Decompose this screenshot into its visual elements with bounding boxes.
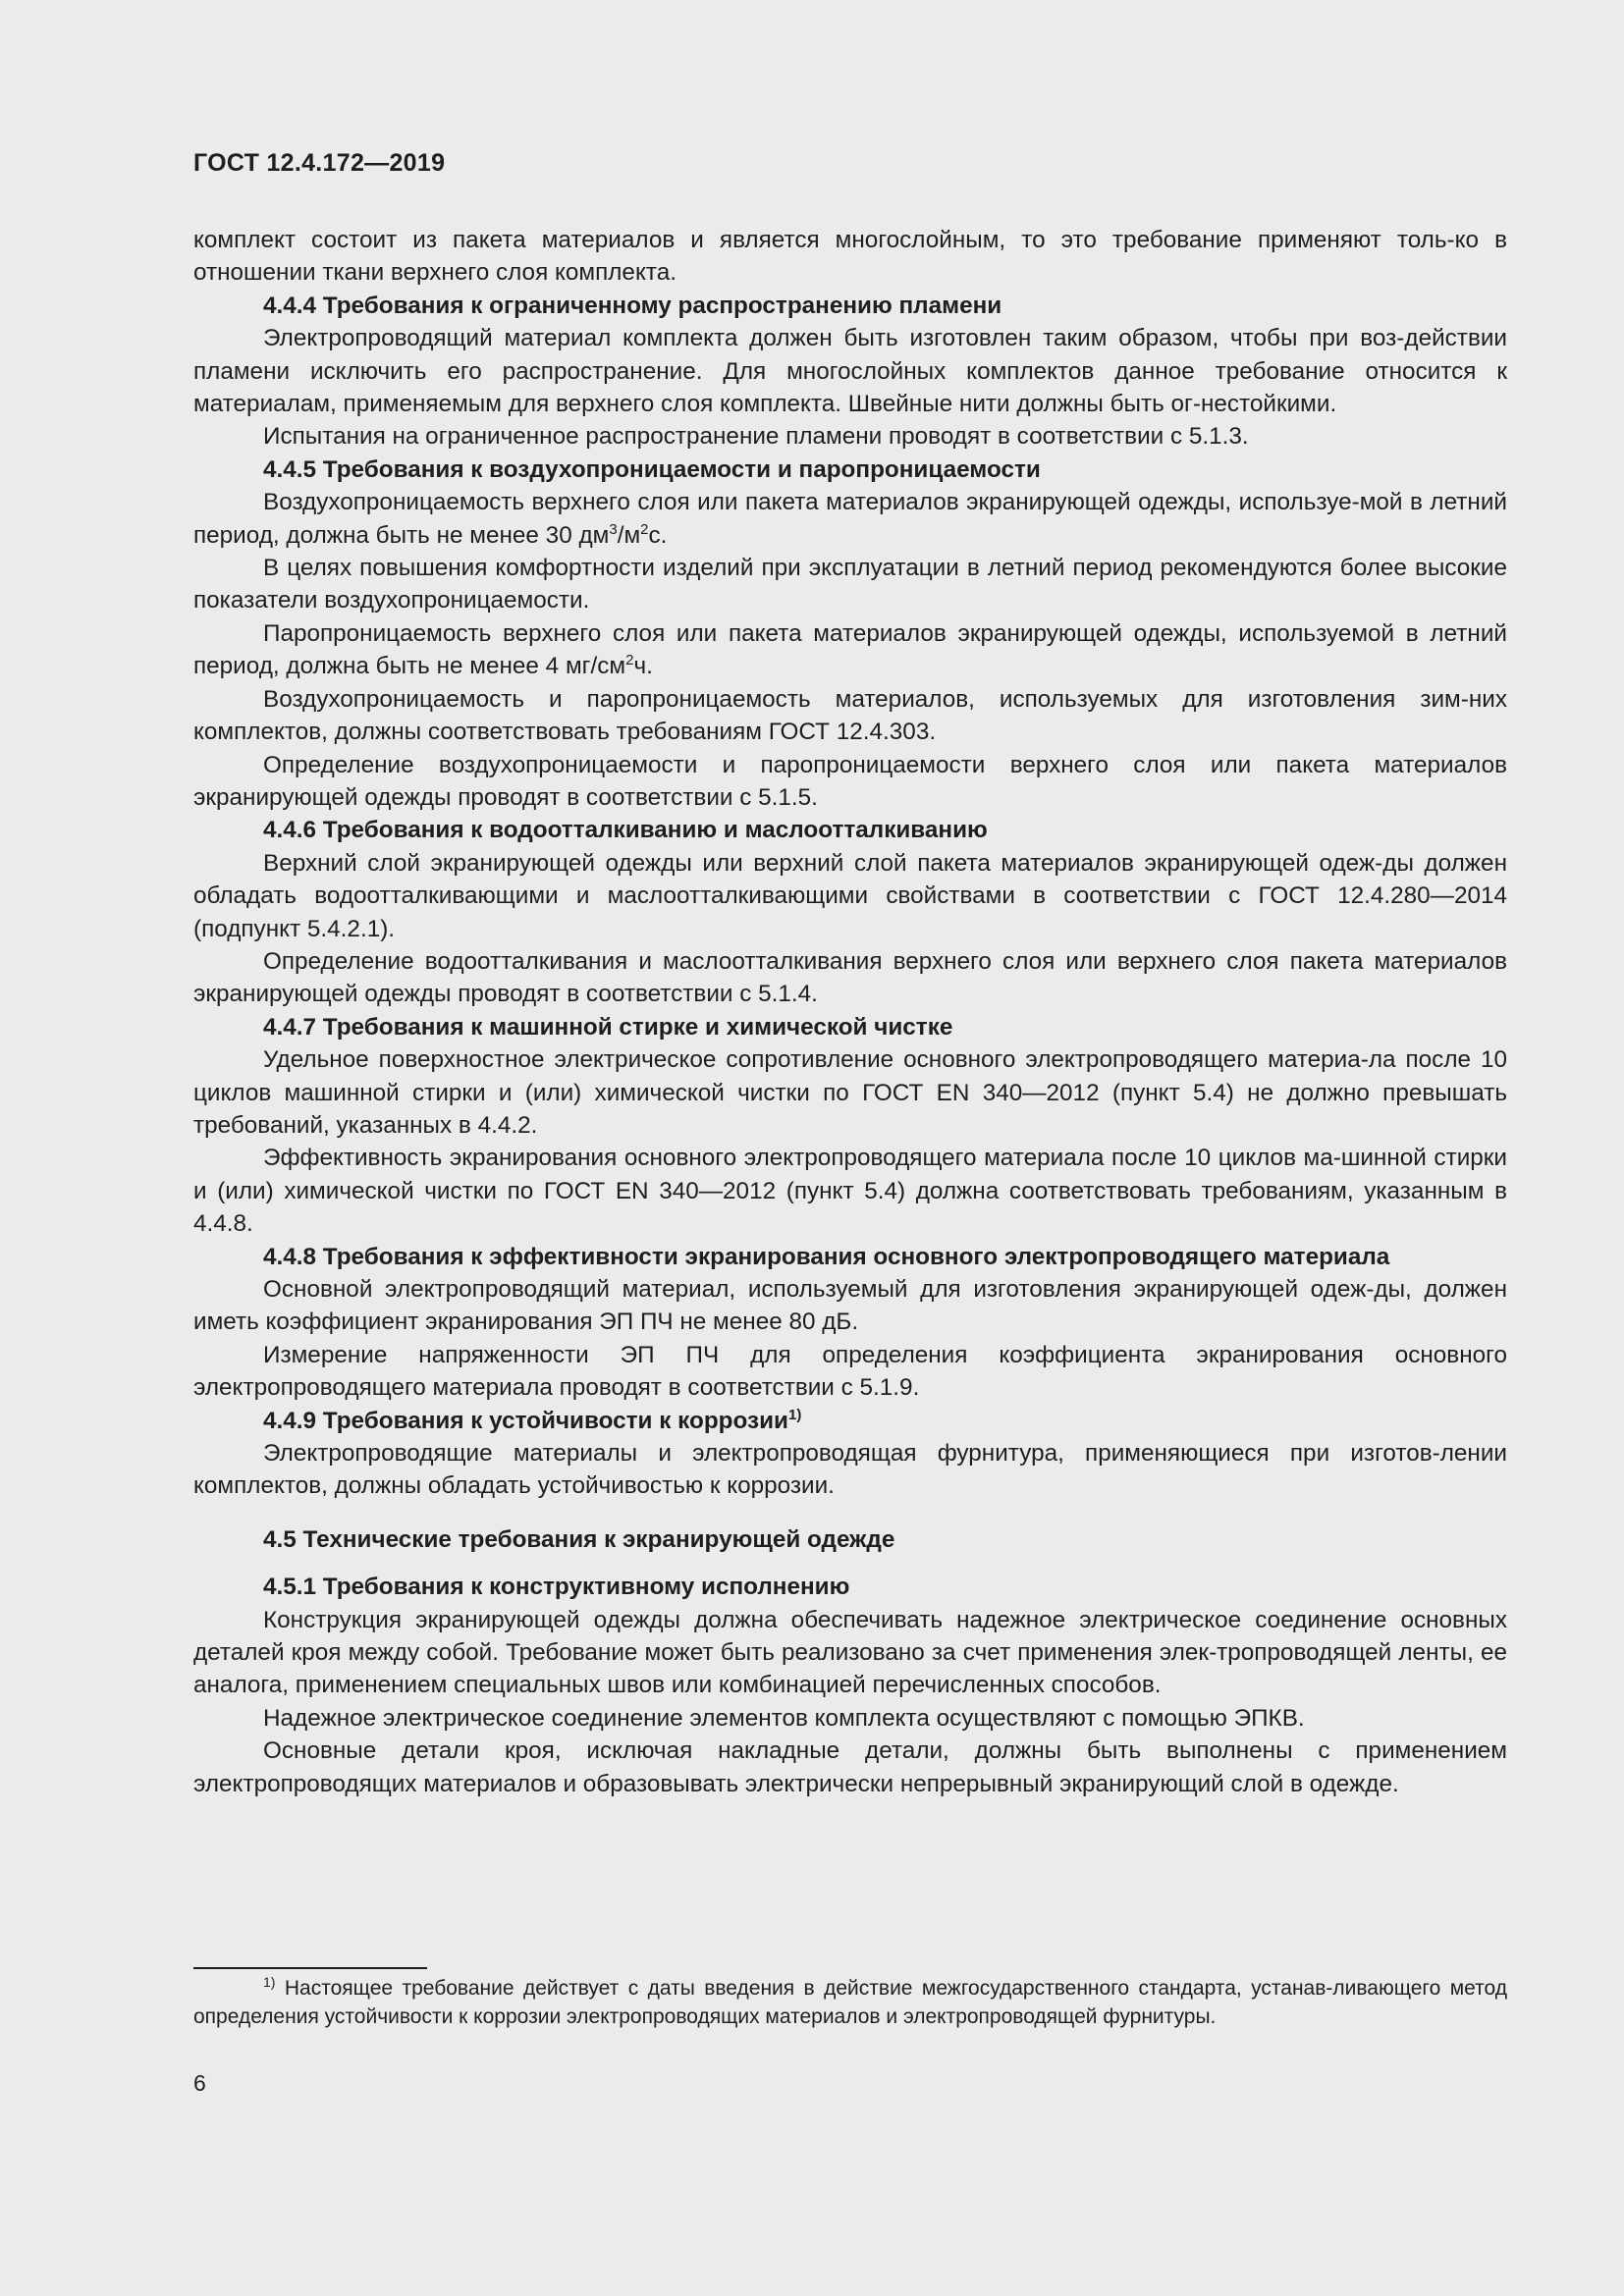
footnote-reference: 1): [787, 1406, 802, 1423]
footnote-divider: [193, 1967, 427, 1969]
footnote: [193, 1974, 1507, 2031]
paragraph: Определение водоотталкивания и маслоотталкивания верхнего слоя или верхнего слоя пакета материалов экранирующей одежды проводят в соответствии с 5.1.4.: [193, 947, 1507, 1008]
paragraph: В целях повышения комфортности изделий при эксплуатации в летний период рекомендуются более высокие показатели воздухопроницаемости.: [193, 555, 1507, 614]
paragraph: Эффективность экранирования основного электропроводящего материала после 10 циклов ма-шинной стирки и (или) химической чистки по ГОСТ EN 340—2012 (пункт 5.4) должна соответствовать требованиям, указанным в 4.4.8.: [193, 1145, 1507, 1238]
page-number: 6: [193, 2070, 206, 2096]
heading-4-4-8: 4.4.8 Требования к эффективности экранирования основного электропроводящего материала: [263, 1243, 1390, 1270]
heading-4-5: 4.5 Технические требования к экранирующей одежде: [263, 1525, 895, 1553]
paragraph: Воздухопроницаемость и паропроницаемость материалов, используемых для изготовления зим-них комплектов, должны соответствовать требованиям ГОСТ 12.4.303.: [193, 685, 1507, 746]
paragraph: Основные детали кроя, исключая накладные детали, должны быть выполнены с применением электропроводящих материалов и образовывать электрически непрерывный экранирующий слой в одежде.: [193, 1737, 1507, 1797]
heading-4-4-4: 4.4.4 Требования к ограниченному распространению пламени: [263, 292, 1002, 319]
document-header: ГОСТ 12.4.172—2019: [193, 149, 446, 177]
paragraph: Испытания на ограниченное распространение пламени проводят в соответствии с 5.1.3.: [263, 423, 1249, 451]
heading-4-4-7: 4.4.7 Требования к машинной стирке и химической чистке: [263, 1013, 953, 1041]
paragraph: Электропроводящие материалы и электропроводящая фурнитура, применяющиеся при изготов-лении комплектов, должны обладать устойчивостью к коррозии.: [193, 1440, 1507, 1500]
footnote-text: $^{1)}$ Настоящее требование действует с даты введения в действие межгосударственного стандарта, устанав-ливающего метод определения устойчивости к коррозии электропроводящих материалов и электропроводящей фурнитуры.: [193, 1974, 1507, 2028]
heading-4-4-5: 4.4.5 Требования к воздухопроницаемости и паропроницаемости: [263, 455, 1041, 483]
paragraph: Измерение напряженности ЭП ПЧ для определения коэффициента экранирования основного электропроводящего материала проводят в соответствии с 5.1.9.: [193, 1341, 1507, 1402]
paragraph: Верхний слой экранирующей одежды или верхний слой пакета материалов экранирующей одеж-ды должен обладать водоотталкивающими и маслоотталкивающими свойствами в соответствии с ГОСТ 12.4.280—2014 (подпункт 5.4.2.1).: [193, 849, 1507, 942]
paragraph-air-permeability: Воздухопроницаемость верхнего слоя или пакета материалов экранирующей одежды, используе-мой в летний период, должна быть не менее 30 $дм^3/м^2с$.: [193, 489, 1507, 549]
footnote-mark: 1): [263, 1974, 276, 1990]
heading-4-5-1: 4.5.1 Требования к конструктивному исполнению: [263, 1574, 850, 1601]
paragraph: Конструкция экранирующей одежды должна обеспечивать надежное электрическое соединение основных деталей кроя между собой. Требование может быть реализовано за счет применения элек-тропроводящей ленты, ее аналога, применением специальных швов или комбинацией перечисленных способов.: [193, 1606, 1507, 1699]
paragraph-vapor-permeability: Паропроницаемость верхнего слоя или пакета материалов экранирующей одежды, используемой в летний период, должна быть не менее 4 $мг/см^2ч$.: [193, 619, 1507, 680]
paragraph-intro: комплект состоит из пакета материалов и является многослойным, то это требование применяют толь-ко в отношении ткани верхнего слоя комплекта.: [193, 227, 1507, 287]
paragraph: Надежное электрическое соединение элементов комплекта осуществляют с помощью ЭПКВ.: [263, 1704, 1305, 1732]
heading-4-4-9: 4.4.9 Требования к устойчивости к коррозии$^{1)}$: [263, 1406, 802, 1434]
heading-4-4-6: 4.4.6 Требования к водоотталкиванию и маслоотталкиванию: [263, 817, 988, 844]
paragraph: Определение воздухопроницаемости и паропроницаемости верхнего слоя или пакета материалов экранирующей одежды проводят в соответствии с 5.1.5.: [193, 751, 1507, 811]
document-body: [193, 224, 1507, 1800]
paragraph: Основной электропроводящий материал, используемый для изготовления экранирующей одеж-ды, должен иметь коэффициент экранирования ЭП ПЧ не менее 80 дБ.: [193, 1276, 1507, 1336]
paragraph: Электропроводящий материал комплекта должен быть изготовлен таким образом, чтобы при воз-действии пламени исключить его распространение. Для многослойных комплектов данное требование относится к материалам, применяемым для верхнего слоя комплекта. Швейные нити должны быть ог-нестойкими.: [193, 325, 1507, 418]
paragraph: Удельное поверхностное электрическое сопротивление основного электропроводящего материа-ла после 10 циклов машинной стирки и (или) химической чистки по ГОСТ EN 340—2012 (пункт 5.4) не должно превышать требований, указанных в 4.4.2.: [193, 1046, 1507, 1139]
